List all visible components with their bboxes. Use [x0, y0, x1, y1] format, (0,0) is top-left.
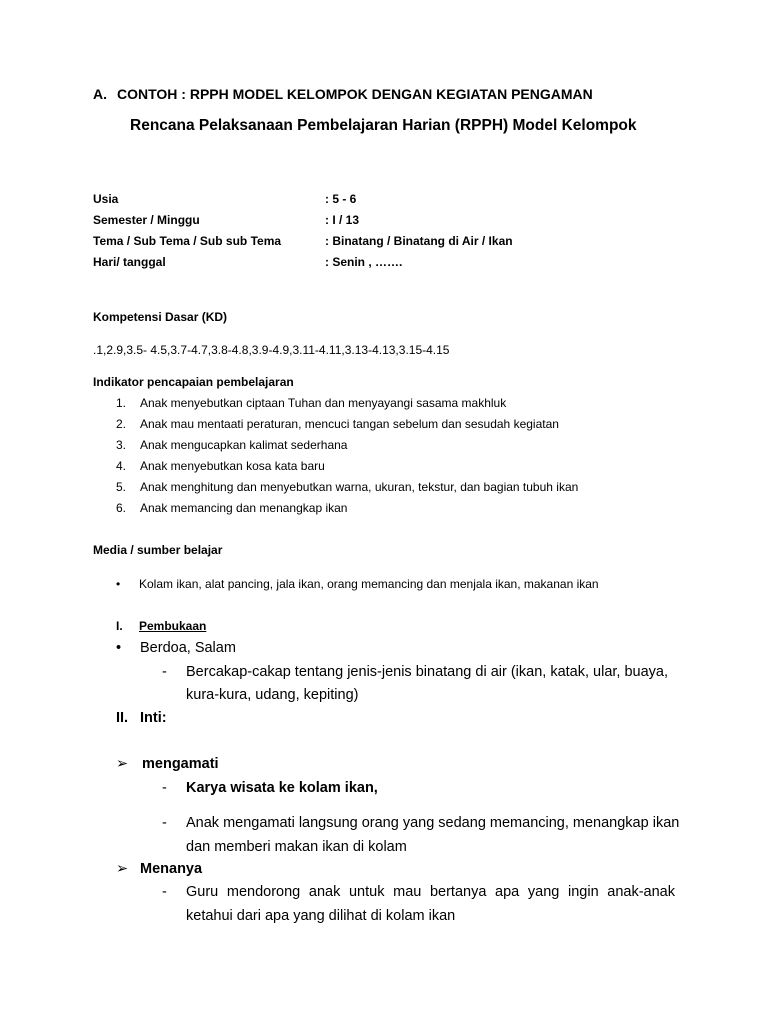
media-heading: Media / sumber belajar: [93, 543, 223, 557]
info-value-hari: : Senin , …….: [325, 255, 403, 269]
indikator-item: Anak mau mentaati peraturan, mencuci tangan sebelum dan sesudah kegiatan: [140, 417, 559, 431]
indikator-item: Anak menyebutkan ciptaan Tuhan dan menyayangi sasama makhluk: [140, 396, 507, 410]
kd-text: .1,2.9,3.5- 4.5,3.7-4.7,3.8-4.8,3.9-4.9,3.11-4.11,3.13-4.13,3.15-4.15: [93, 343, 450, 357]
indikator-num: 5.: [116, 480, 127, 494]
document-subtitle: Rencana Pelaksanaan Pembelajaran Harian (RPPH) Model Kelompok: [130, 117, 637, 134]
arrow-bullet-icon: ➢: [116, 756, 129, 772]
document-title: CONTOH : RPPH MODEL KELOMPOK DENGAN KEGIATAN PENGAMAN: [117, 86, 593, 102]
section-label: A.: [93, 86, 107, 102]
info-value-semester: : I / 13: [325, 213, 360, 227]
indikator-item: Anak menyebutkan kosa kata baru: [140, 459, 325, 473]
indikator-num: 6.: [116, 501, 127, 515]
info-label-hari: Hari/ tanggal: [93, 255, 166, 269]
kd-heading: Kompetensi Dasar (KD): [93, 310, 228, 324]
menanya-line1: Guru mendorong anak untuk mau bertanya apa yang ingin anak-anak: [186, 884, 675, 900]
arrow-bullet-icon: ➢: [116, 861, 129, 877]
indikator-item: Anak memancing dan menangkap ikan: [140, 501, 348, 515]
indikator-item: Anak mengucapkan kalimat sederhana: [140, 438, 348, 452]
info-value-usia: : 5 - 6: [325, 192, 357, 206]
pembukaan-sub-line2: kura-kura, udang, kepiting): [186, 687, 359, 703]
info-label-semester: Semester / Minggu: [93, 213, 200, 227]
dash-icon: -: [162, 815, 167, 831]
info-label-tema: Tema / Sub Tema / Sub sub Tema: [93, 234, 282, 248]
indikator-num: 4.: [116, 459, 127, 473]
inti-heading: Inti:: [140, 710, 167, 726]
indikator-heading: Indikator pencapaian pembelajaran: [93, 375, 294, 389]
pembukaan-num: I.: [116, 619, 123, 633]
info-label-usia: Usia: [93, 192, 119, 206]
indikator-num: 2.: [116, 417, 127, 431]
mengamati-item1: Karya wisata ke kolam ikan,: [186, 780, 378, 796]
pembukaan-heading: Pembukaan: [139, 619, 207, 633]
inti-num: II.: [116, 710, 129, 726]
indikator-item: Anak menghitung dan menyebutkan warna, ukuran, tekstur, dan bagian tubuh ikan: [140, 480, 579, 494]
menanya-line2: ketahui dari apa yang dilihat di kolam ikan: [186, 908, 456, 924]
pembukaan-sub-line1: Bercakap-cakap tentang jenis-jenis binatang di air (ikan, katak, ular, buaya,: [186, 664, 669, 680]
media-text: Kolam ikan, alat pancing, jala ikan, orang memancing dan menjala ikan, makanan ikan: [139, 577, 599, 591]
bullet-icon: •: [116, 577, 121, 591]
info-value-tema: : Binatang / Binatang di Air / Ikan: [325, 234, 513, 248]
indikator-num: 1.: [116, 396, 127, 410]
mengamati-item2-line1: Anak mengamati langsung orang yang sedang memancing, menangkap ikan: [186, 815, 680, 831]
mengamati-item2-line2: dan memberi makan ikan di kolam: [186, 839, 407, 855]
mengamati-heading: mengamati: [142, 756, 219, 772]
menanya-heading: Menanya: [140, 861, 203, 877]
dash-icon: -: [162, 884, 167, 900]
dash-icon: -: [162, 664, 167, 680]
indikator-num: 3.: [116, 438, 127, 452]
bullet-icon: •: [116, 640, 122, 656]
dash-icon: -: [162, 780, 167, 796]
pembukaan-item: Berdoa, Salam: [140, 640, 236, 656]
